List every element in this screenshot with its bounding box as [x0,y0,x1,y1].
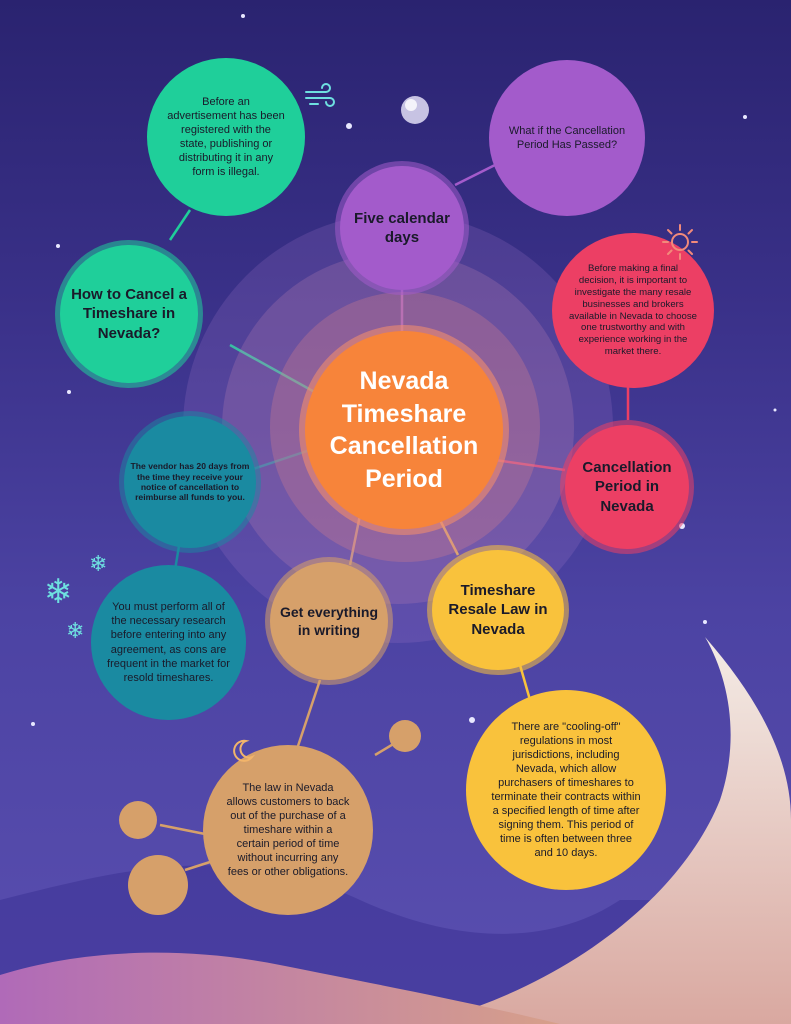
snowflake-icon: ❄ [89,551,108,576]
central-title: Nevada Timeshare Cancellation Period [329,367,479,493]
vendor-node [124,416,256,548]
central-title-node [305,331,503,529]
cancellation-period-label: Cancellation Period in Nevada [582,458,672,515]
get-writing-label: Get everything in writing [279,603,379,638]
wind-icon [302,78,338,114]
law-nevada-node [203,745,373,915]
how-to-cancel-node [60,245,198,383]
cooling-off-node [466,690,666,890]
research-text: You must perform all of the necessary research before entering into any agreement, as cons are frequent in the market for resold timeshares. [107,601,230,684]
period-passed-node [489,60,645,216]
final-decision-text: Before making a final decision, it is important to investigate the many resale businesses and brokers available in Nevada to choose one trustworthy and with experience working in the market there. [569,262,698,358]
resale-law-node [432,550,564,670]
five-days-node [340,166,464,290]
cooling-off-text: There are "cooling-off" regulations in most jurisdictions, including Nevada, which allow purchasers of timeshares to terminate their contracts within a specified length of time after signing them. This period of time is often between three and 10 days. [491,720,641,860]
vendor-text: The vendor has 20 days from the time they receive your notice of cancellation to reimburse all funds to you. [130,461,250,503]
advertisement-node [147,58,305,216]
resale-law-label: Timeshare Resale Law in Nevada [448,581,548,638]
sun-icon [660,222,700,262]
period-passed-text: What if the Cancellation Period Has Passed? [508,124,626,151]
five-days-label: Five calendar days [354,209,450,246]
snowflake-icon: ❄ [44,573,73,611]
moon-icon [228,737,256,765]
advertisement-text: Before an advertisement has been registered with the state, publishing or distributing it in any form is illegal. [167,95,285,179]
cancellation-period-node [565,425,689,549]
snowflake-icon: ❄ [66,618,85,643]
research-node [91,565,246,720]
get-writing-node [270,562,388,680]
how-to-cancel-label: How to Cancel a Timeshare in Nevada? [71,285,187,342]
law-nevada-text: The law in Nevada allows customers to back out of the purchase of a timeshare within a certain period of time without incurring any fees or other obligations. [226,781,350,879]
